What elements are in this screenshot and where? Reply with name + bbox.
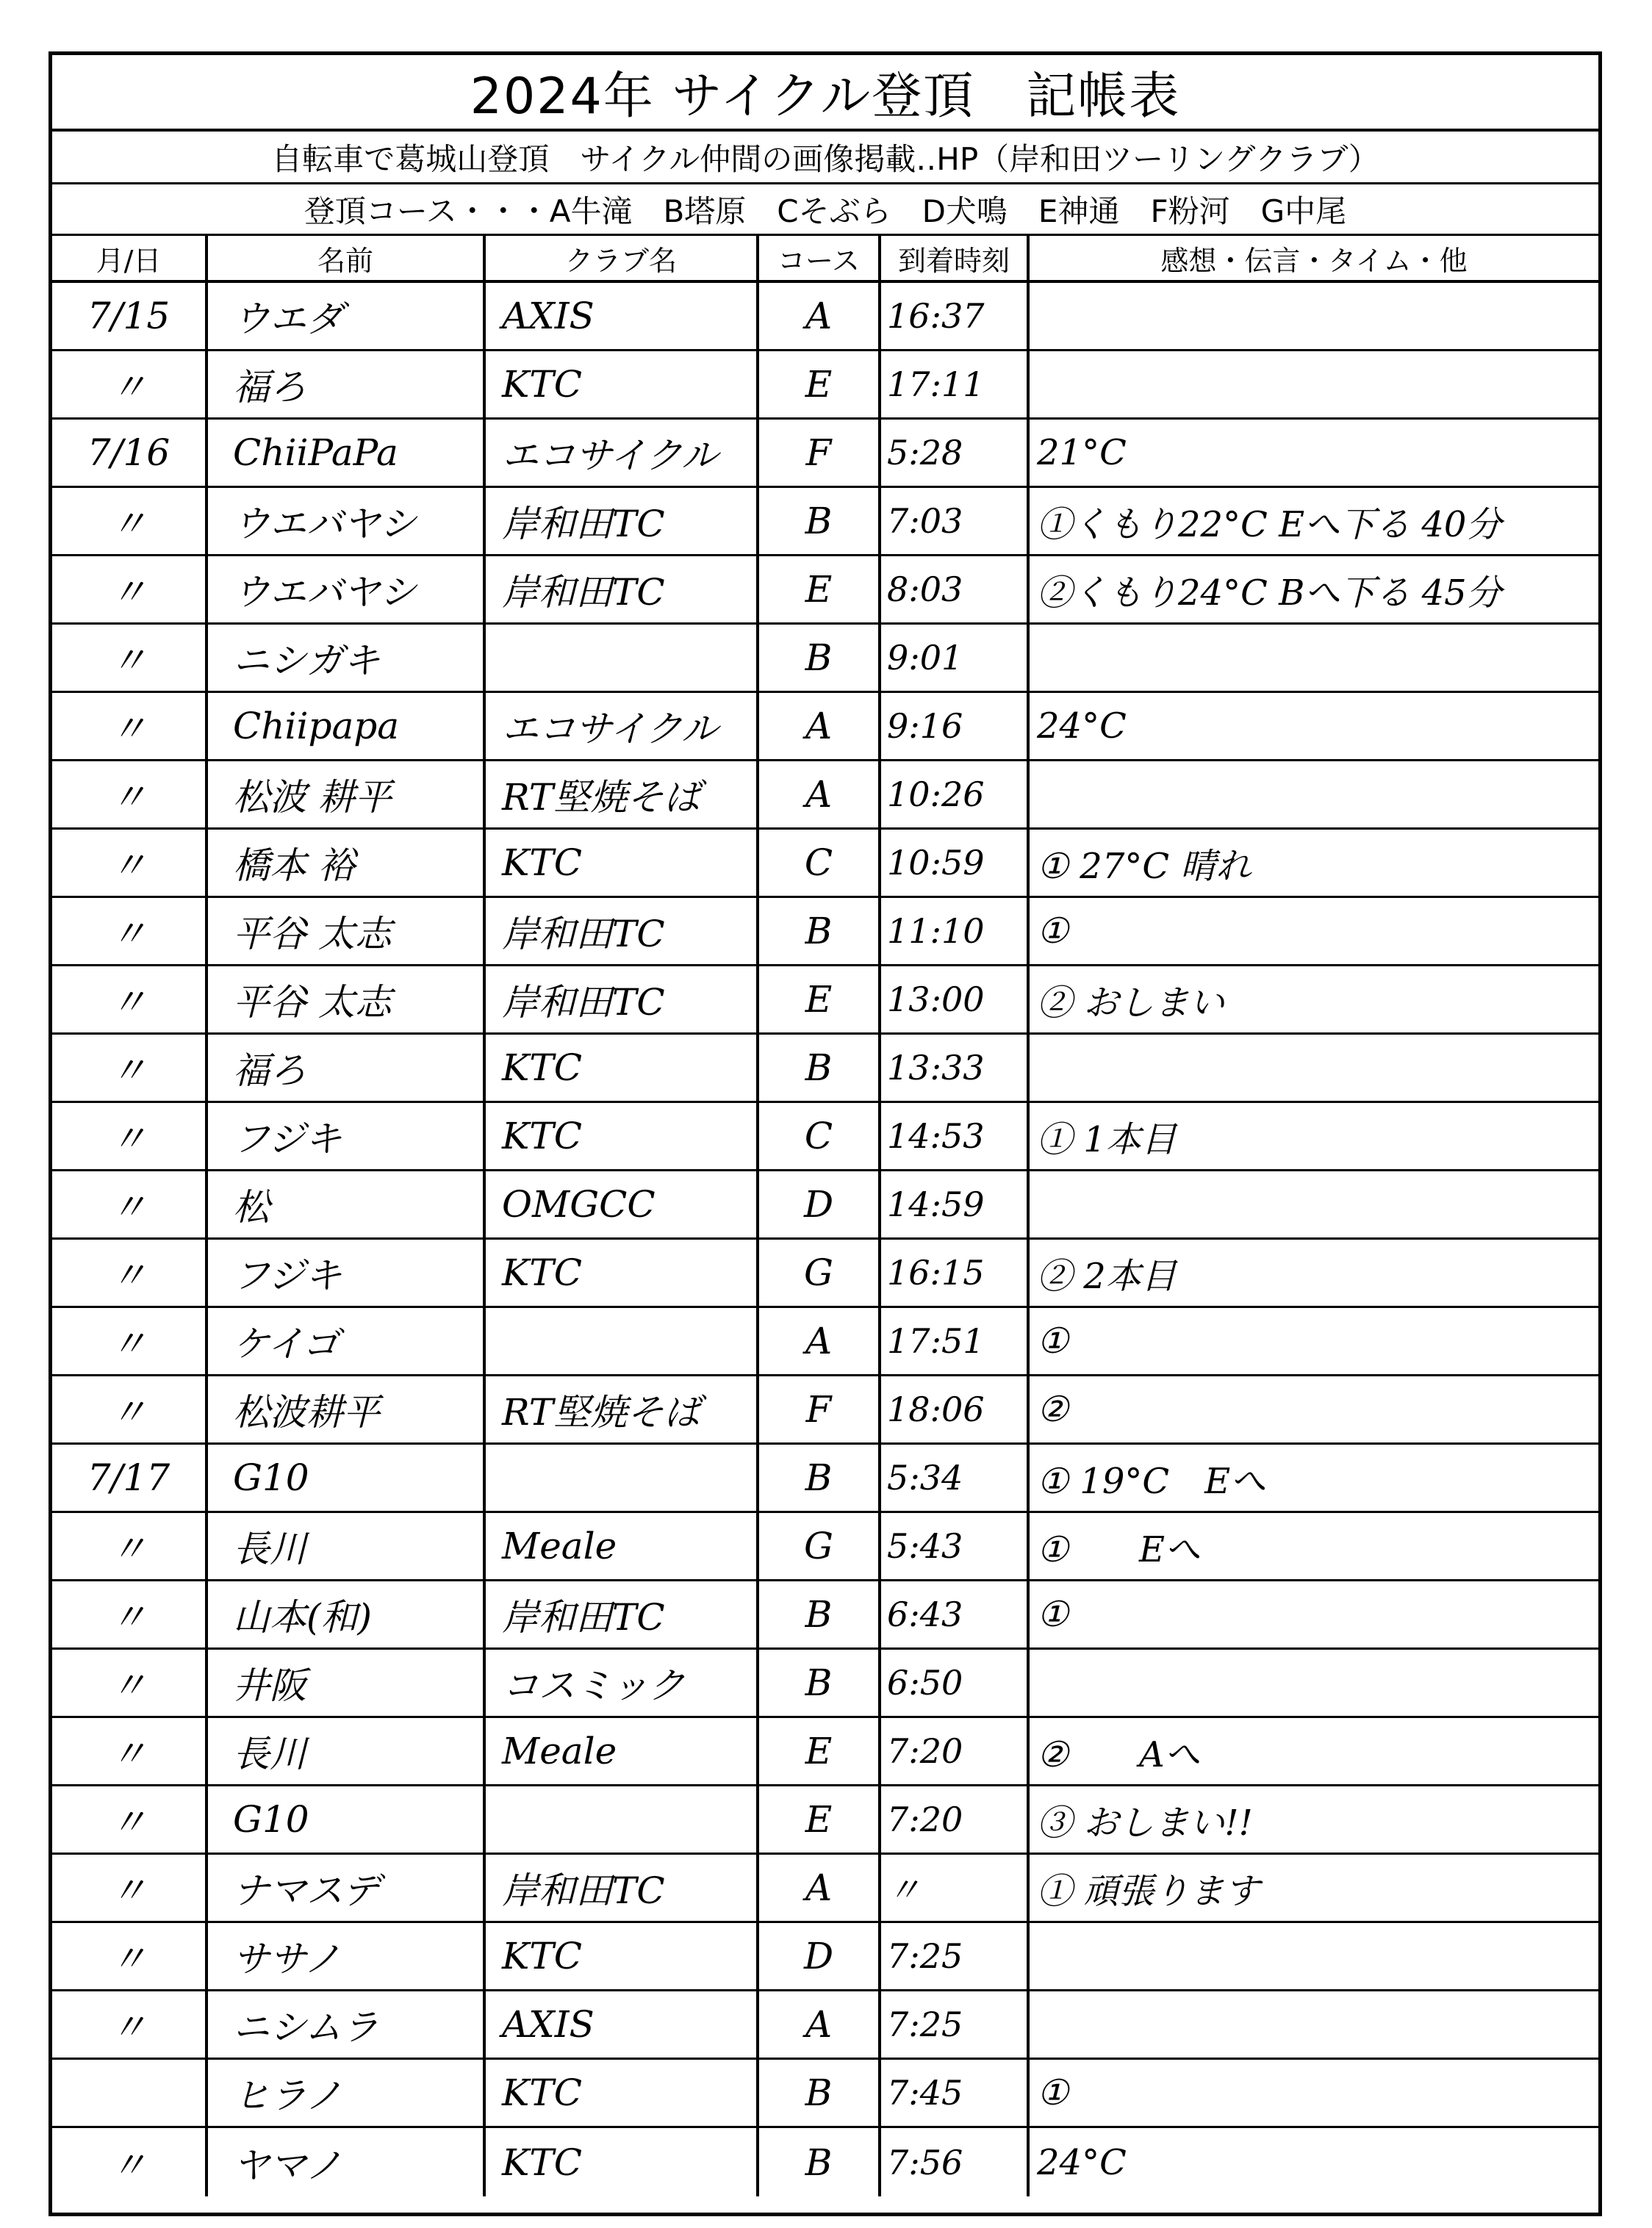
table-row [52, 761, 1598, 830]
table-row [52, 1923, 1598, 1991]
cell-note: ② 2本目 [1037, 1255, 1177, 1297]
table-header [52, 236, 1598, 283]
cell-date: 〃 [52, 1581, 208, 1647]
cell-note: 24°C [1037, 2141, 1127, 2183]
cell-club: KTC [486, 2060, 759, 2126]
cell-name: ヤマノ [208, 2128, 486, 2196]
cell-club: エコサイクル [486, 693, 759, 759]
cell-date: 〃 [52, 2128, 208, 2196]
cell-club: KTC [486, 2128, 759, 2196]
cell-club: Meale [486, 1513, 759, 1579]
column-header-club: クラブ名 [486, 236, 759, 280]
cell-course: C [759, 830, 881, 896]
cell-time: 7:20 [881, 1786, 1030, 1853]
cell-note: ② [1037, 1389, 1069, 1430]
cell-date: 〃 [52, 966, 208, 1032]
cell-note [1030, 351, 1598, 417]
cell-name: G10 [208, 1786, 486, 1853]
table-row [52, 1581, 1598, 1650]
table-row [52, 1855, 1598, 1923]
cell-club [486, 625, 759, 691]
cell-time: 14:53 [881, 1103, 1030, 1169]
cell-course: A [759, 693, 881, 759]
cell-date: 〃 [52, 1855, 208, 1921]
cell-course: B [759, 1445, 881, 1511]
table-row [52, 1445, 1598, 1513]
cell-note: ① [1037, 1320, 1069, 1362]
cell-name: ヒラノ [208, 2060, 486, 2126]
cell-note: ① 頑張ります [1037, 1870, 1260, 1912]
table-row [52, 830, 1598, 898]
cell-course: E [759, 556, 881, 622]
column-header-name: 名前 [208, 236, 486, 280]
table-row [52, 1513, 1598, 1581]
cell-date: 〃 [52, 830, 208, 896]
sheet-title: 2024年 サイクル登頂 記帳表 [52, 55, 1598, 132]
cell-date: 〃 [52, 693, 208, 759]
cell-time: 10:26 [881, 761, 1030, 827]
cell-date: 7/15 [52, 283, 208, 349]
cell-time: 11:10 [881, 898, 1030, 964]
cell-note [1030, 1923, 1598, 1989]
cell-date: 〃 [52, 1923, 208, 1989]
cell-name: ウエバヤシ [208, 556, 486, 622]
cell-course: F [759, 420, 881, 486]
cell-time: 5:43 [881, 1513, 1030, 1579]
cell-club: AXIS [486, 1991, 759, 2058]
cell-note: ① [1037, 2072, 1069, 2113]
cell-date: 〃 [52, 1513, 208, 1579]
log-sheet [49, 51, 1602, 2216]
cell-note: ① 27°C 晴れ [1037, 845, 1251, 887]
cell-club: 岸和田TC [486, 1581, 759, 1647]
cell-time: 5:34 [881, 1445, 1030, 1511]
cell-note [1030, 625, 1598, 691]
cell-date: 〃 [52, 1376, 208, 1442]
cell-date [52, 2060, 208, 2126]
cell-name: 平谷 太志 [208, 898, 486, 964]
cell-time: 13:33 [881, 1035, 1030, 1101]
table-row [52, 556, 1598, 625]
cell-note [1030, 1650, 1598, 1716]
cell-time: 6:50 [881, 1650, 1030, 1716]
cell-club: KTC [486, 1035, 759, 1101]
column-header-course: コース [759, 236, 881, 280]
cell-club: 岸和田TC [486, 1855, 759, 1921]
cell-course: E [759, 351, 881, 417]
cell-date: 〃 [52, 1240, 208, 1306]
cell-date: 〃 [52, 1103, 208, 1169]
cell-time: 18:06 [881, 1376, 1030, 1442]
cell-name: 福ろ [208, 1035, 486, 1101]
column-header-date: 月/日 [52, 236, 208, 280]
table-row [52, 1786, 1598, 1855]
cell-club [486, 1786, 759, 1853]
cell-course: B [759, 1035, 881, 1101]
cell-name: ナマスデ [208, 1855, 486, 1921]
cell-name: 長川 [208, 1718, 486, 1784]
table-row [52, 966, 1598, 1035]
cell-course: E [759, 966, 881, 1032]
cell-date: 〃 [52, 1718, 208, 1784]
cell-name: ササノ [208, 1923, 486, 1989]
cell-club: KTC [486, 351, 759, 417]
cell-club: KTC [486, 1240, 759, 1306]
cell-date: 〃 [52, 761, 208, 827]
cell-club: RT堅焼そば [486, 1376, 759, 1442]
cell-name: 山本(和) [208, 1581, 486, 1647]
cell-name: Chiipapa [208, 693, 486, 759]
cell-course: G [759, 1513, 881, 1579]
cell-note: ① 1本目 [1037, 1118, 1177, 1160]
cell-note [1030, 1035, 1598, 1101]
cell-time: 7:25 [881, 1923, 1030, 1989]
cell-name: 松 [208, 1171, 486, 1237]
cell-note: 24°C [1037, 705, 1127, 747]
cell-club: AXIS [486, 283, 759, 349]
table-row [52, 1103, 1598, 1171]
cell-time: 13:00 [881, 966, 1030, 1032]
cell-club: 岸和田TC [486, 966, 759, 1032]
cell-club: 岸和田TC [486, 488, 759, 554]
cell-note [1030, 761, 1598, 827]
cell-name: フジキ [208, 1240, 486, 1306]
table-row [52, 898, 1598, 966]
cell-time: 16:15 [881, 1240, 1030, 1306]
cell-course: B [759, 898, 881, 964]
cell-time: 5:28 [881, 420, 1030, 486]
table-row [52, 693, 1598, 761]
cell-course: D [759, 1923, 881, 1989]
cell-club: KTC [486, 830, 759, 896]
cell-date: 〃 [52, 1171, 208, 1237]
cell-course: B [759, 2128, 881, 2196]
cell-note [1030, 1171, 1598, 1237]
cell-time: 7:25 [881, 1991, 1030, 2058]
cell-date: 〃 [52, 1035, 208, 1101]
cell-date: 〃 [52, 625, 208, 691]
table-row [52, 625, 1598, 693]
cell-note: ① [1037, 1594, 1069, 1635]
cell-course: C [759, 1103, 881, 1169]
cell-name: ウエバヤシ [208, 488, 486, 554]
cell-note: ① Eへ [1037, 1528, 1201, 1570]
cell-time: 7:03 [881, 488, 1030, 554]
cell-time: 17:11 [881, 351, 1030, 417]
cell-time: 〃 [881, 1855, 1030, 1921]
cell-course: A [759, 761, 881, 827]
cell-club [486, 1308, 759, 1374]
cell-date: 〃 [52, 1991, 208, 2058]
cell-course: G [759, 1240, 881, 1306]
cell-name: 平谷 太志 [208, 966, 486, 1032]
cell-date: 〃 [52, 556, 208, 622]
table-row [52, 1171, 1598, 1240]
cell-course: E [759, 1786, 881, 1853]
cell-date: 〃 [52, 898, 208, 964]
cell-course: E [759, 1718, 881, 1784]
cell-course: A [759, 283, 881, 349]
cell-date: 7/16 [52, 420, 208, 486]
cell-time: 16:37 [881, 283, 1030, 349]
cell-date: 〃 [52, 1786, 208, 1853]
sheet-subtitle: 自転車で葛城山登頂 サイクル仲間の画像掲載‥HP（岸和田ツーリングクラブ） [52, 132, 1598, 184]
cell-name: ニシムラ [208, 1991, 486, 2058]
cell-note: ② Aへ [1037, 1733, 1200, 1775]
table-row [52, 283, 1598, 351]
table-row [52, 420, 1598, 488]
cell-course: F [759, 1376, 881, 1442]
cell-club: OMGCC [486, 1171, 759, 1237]
cell-note: ② おしまい [1037, 982, 1225, 1024]
cell-date: 7/17 [52, 1445, 208, 1511]
table-row [52, 1376, 1598, 1445]
cell-time: 9:01 [881, 625, 1030, 691]
cell-date: 〃 [52, 1308, 208, 1374]
cell-course: B [759, 1581, 881, 1647]
cell-name: ChiiPaPa [208, 420, 486, 486]
cell-name: フジキ [208, 1103, 486, 1169]
cell-name: G10 [208, 1445, 486, 1511]
cell-note: ①くもり22°C Eへ下る 40分 [1037, 503, 1502, 545]
table-row [52, 1650, 1598, 1718]
cell-name: 長川 [208, 1513, 486, 1579]
cell-course: A [759, 1991, 881, 2058]
column-header-time: 到着時刻 [881, 236, 1030, 280]
table-row [52, 351, 1598, 420]
cell-time: 7:45 [881, 2060, 1030, 2126]
cell-time: 6:43 [881, 1581, 1030, 1647]
cell-name: 福ろ [208, 351, 486, 417]
cell-name: 井阪 [208, 1650, 486, 1716]
cell-date: 〃 [52, 1650, 208, 1716]
table-row [52, 1240, 1598, 1308]
column-header-note: 感想・伝言・タイム・他 [1160, 244, 1468, 277]
cell-course: A [759, 1855, 881, 1921]
cell-course: B [759, 625, 881, 691]
cell-note: 21°C [1037, 432, 1127, 473]
cell-club: KTC [486, 1103, 759, 1169]
cell-time: 7:20 [881, 1718, 1030, 1784]
cell-club: エコサイクル [486, 420, 759, 486]
table-row [52, 1308, 1598, 1376]
cell-time: 10:59 [881, 830, 1030, 896]
table-row [52, 1035, 1598, 1103]
cell-name: ケイゴ [208, 1308, 486, 1374]
cell-club: 岸和田TC [486, 556, 759, 622]
cell-name: 松波 耕平 [208, 761, 486, 827]
cell-name: ウエダ [208, 283, 486, 349]
cell-time: 17:51 [881, 1308, 1030, 1374]
cell-club [486, 1445, 759, 1511]
cell-time: 7:56 [881, 2128, 1030, 2196]
cell-note [1030, 283, 1598, 349]
cell-club: RT堅焼そば [486, 761, 759, 827]
cell-club: 岸和田TC [486, 898, 759, 964]
cell-course: D [759, 1171, 881, 1237]
cell-course: B [759, 1650, 881, 1716]
course-legend: 登頂コース・・・A牛滝 B塔原 Cそぶら D犬鳴 E神通 F粉河 G中尾 [52, 184, 1598, 236]
cell-note: ③ おしまい!! [1037, 1802, 1253, 1844]
table-row [52, 2060, 1598, 2128]
cell-name: ニシガキ [208, 625, 486, 691]
cell-course: A [759, 1308, 881, 1374]
cell-note [1030, 1991, 1598, 2058]
cell-time: 8:03 [881, 556, 1030, 622]
cell-date: 〃 [52, 488, 208, 554]
table-row [52, 1718, 1598, 1786]
cell-date: 〃 [52, 351, 208, 417]
cell-note: ②くもり24°C Bへ下る 45分 [1037, 572, 1502, 614]
cell-course: B [759, 2060, 881, 2126]
cell-club: KTC [486, 1923, 759, 1989]
cell-course: B [759, 488, 881, 554]
cell-club: Meale [486, 1718, 759, 1784]
cell-time: 14:59 [881, 1171, 1030, 1237]
table-row [52, 1991, 1598, 2060]
cell-note: ① 19°C Eへ [1037, 1460, 1266, 1502]
cell-name: 松波耕平 [208, 1376, 486, 1442]
table-row [52, 488, 1598, 556]
cell-name: 橋本 裕 [208, 830, 486, 896]
cell-time: 9:16 [881, 693, 1030, 759]
cell-note: ① [1037, 910, 1069, 952]
cell-club: コスミック [486, 1650, 759, 1716]
table-row [52, 2128, 1598, 2196]
